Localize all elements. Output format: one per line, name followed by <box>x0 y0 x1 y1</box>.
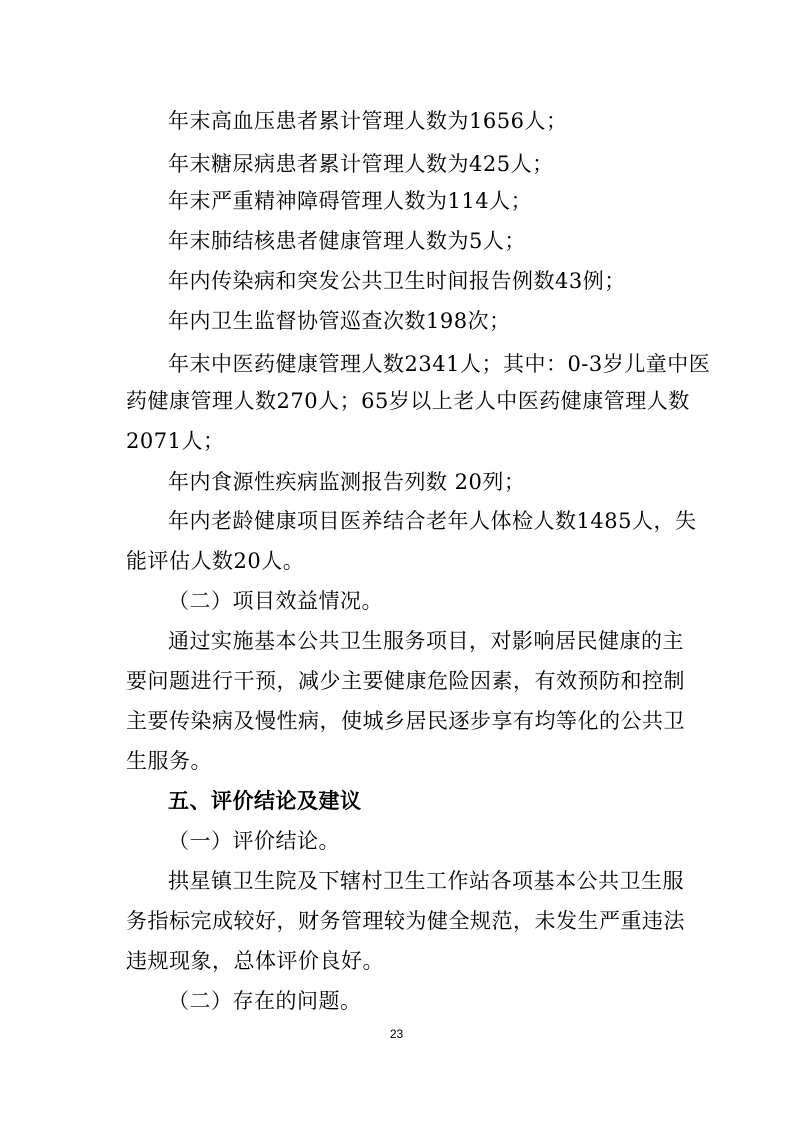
text-line: 年内食源性疾病监测报告列数 20列； <box>168 470 526 494</box>
section-heading: 五、评价结论及建议 <box>168 788 362 813</box>
text-line: 拱星镇卫生院及下辖村卫生工作站各项基本公共卫生服 <box>168 869 684 893</box>
section-subheading: （二）项目效益情况。 <box>168 589 383 613</box>
section-subheading: （二）存在的问题。 <box>168 989 362 1013</box>
text-line: 年内传染病和突发公共卫生时间报告例数43例； <box>168 269 626 293</box>
page-number: 23 <box>389 1027 404 1041</box>
text-line: 能评估人数20人。 <box>126 549 305 573</box>
text-line: 年内卫生监督协管巡查次数198次； <box>168 309 511 333</box>
text-line: 年末肺结核患者健康管理人数为5人； <box>168 229 526 253</box>
text-line: 年末高血压患者累计管理人数为1656人； <box>168 109 568 133</box>
text-line: 年末中医药健康管理人数2341人；其中：0-3岁儿童中医 <box>168 352 711 376</box>
text-line: 要问题进行干预，减少主要健康危险因素，有效预防和控制 <box>126 669 685 693</box>
text-line: 主要传染病及慢性病，使城乡居民逐步享有均等化的公共卫 <box>126 709 685 733</box>
text-line: 生服务。 <box>126 749 212 773</box>
text-line: 年末糖尿病患者累计管理人数为425人； <box>168 152 554 176</box>
text-line: 年内老龄健康项目医养结合老年人体检人数1485人，失 <box>168 509 697 533</box>
text-line: 通过实施基本公共卫生服务项目，对影响居民健康的主 <box>168 629 684 653</box>
text-line: 违规现象，总体评价良好。 <box>126 949 384 973</box>
section-subheading: （一）评价结论。 <box>168 829 340 853</box>
text-line: 务指标完成较好，财务管理较为健全规范，未发生严重违法 <box>126 909 685 933</box>
text-line: 2071人； <box>126 429 225 453</box>
text-line: 药健康管理人数270人；65岁以上老人中医药健康管理人数 <box>126 389 690 413</box>
text-line: 年末严重精神障碍管理人数为114人； <box>168 189 533 213</box>
